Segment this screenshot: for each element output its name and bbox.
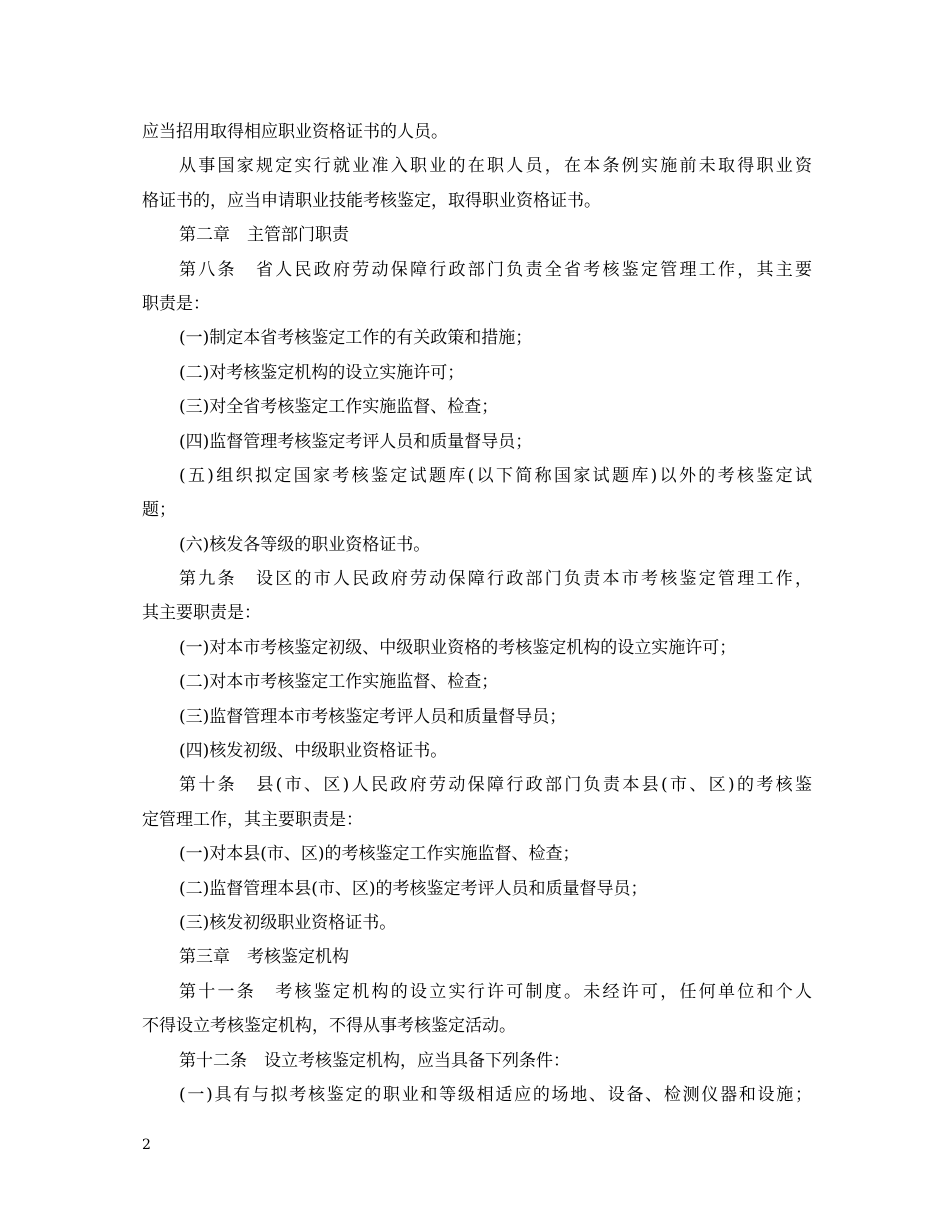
article-line: 第十一条 考核鉴定机构的设立实行许可制度。未经许可，任何单位和个人 [179,981,812,1002]
list-item: (六)核发各等级的职业资格证书。 [179,534,431,555]
list-item: (四)核发初级、中级职业资格证书。 [179,741,448,762]
list-item: (二)对考核鉴定机构的设立实施许可； [179,362,465,383]
list-item: (一)具有与拟考核鉴定的职业和等级相适应的场地、设备、检测仪器和设施； [179,1084,812,1105]
list-item: (二)监督管理本县(市、区)的考核鉴定考评人员和质量督导员； [179,878,648,899]
article-line: 第九条 设区的市人民政府劳动保障行政部门负责本市考核鉴定管理工作， [179,569,812,590]
list-item: (一)对本县(市、区)的考核鉴定工作实施监督、检查； [179,844,580,865]
text-line: 定管理工作，其主要职责是： [142,809,363,830]
text-line: 应当招用取得相应职业资格证书的人员。 [142,122,448,142]
article-line: 第八条 省人民政府劳动保障行政部门负责全省考核鉴定管理工作，其主要 [179,259,812,280]
page-number: 2 [142,1137,151,1153]
article-line: 第十二条 设立考核鉴定机构，应当具备下列条件： [179,1050,570,1071]
text-line: 不得设立考核鉴定机构，不得从事考核鉴定活动。 [142,1016,516,1037]
text-line: 职责是： [142,293,210,314]
text-line: 题； [142,500,176,521]
list-item: (五)组织拟定国家考核鉴定试题库(以下简称国家试题库)以外的考核鉴定试 [179,465,812,486]
chapter-heading: 第三章 考核鉴定机构 [179,947,349,968]
list-item: (一)制定本省考核鉴定工作的有关政策和措施； [179,328,533,349]
text-line: 从事国家规定实行就业准入职业的在职人员，在本条例实施前未取得职业资 [179,156,812,177]
list-item: (四)监督管理考核鉴定考评人员和质量督导员； [179,431,533,452]
chapter-heading: 第二章 主管部门职责 [179,225,349,246]
text-line: 其主要职责是： [142,603,261,624]
list-item: (二)对本市考核鉴定工作实施监督、检查； [179,672,499,693]
article-line: 第十条 县(市、区)人民政府劳动保障行政部门负责本县(市、区)的考核鉴 [179,775,812,796]
list-item: (三)核发初级职业资格证书。 [179,912,397,933]
text-line: 格证书的，应当申请职业技能考核鉴定，取得职业资格证书。 [142,190,601,211]
document-body [142,115,812,1112]
list-item: (三)监督管理本市考核鉴定考评人员和质量督导员； [179,706,567,727]
list-item: (一)对本市考核鉴定初级、中级职业资格的考核鉴定机构的设立实施许可； [179,637,737,658]
list-item: (三)对全省考核鉴定工作实施监督、检查； [179,397,499,418]
